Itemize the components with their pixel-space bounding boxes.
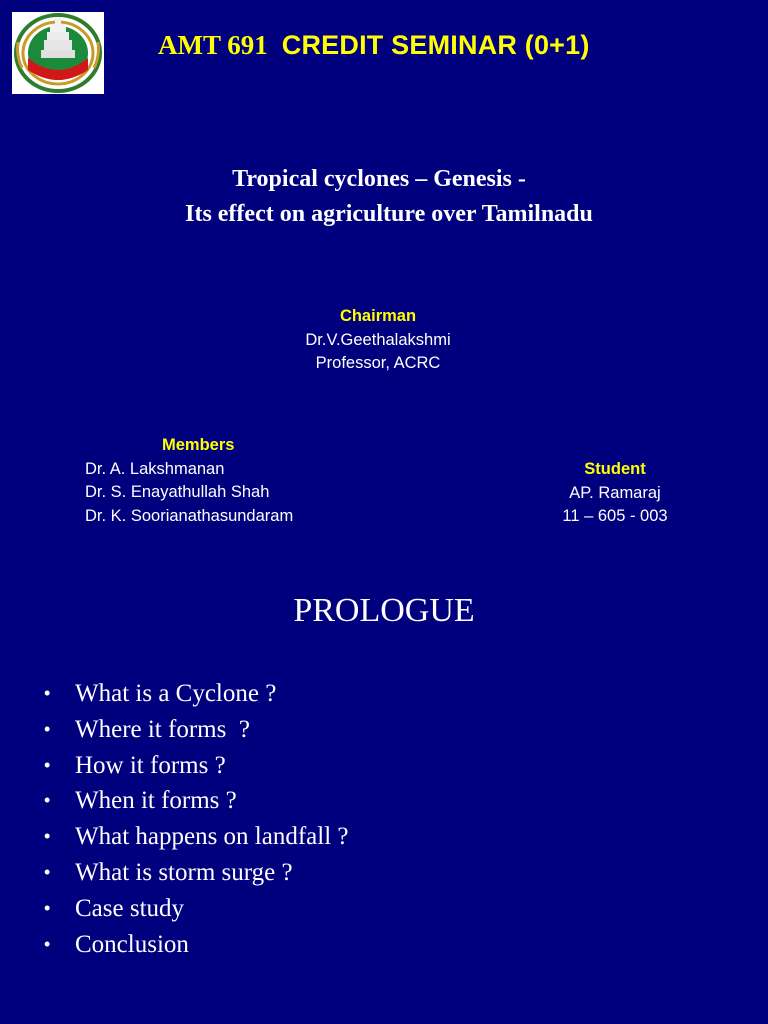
member-name: Dr. K. Soorianathasundaram xyxy=(85,506,294,525)
list-item xyxy=(44,712,349,748)
student-id: 11 – 605 - 003 xyxy=(562,507,668,525)
student-name: AP. Ramaraj xyxy=(569,483,661,502)
list-item xyxy=(44,748,349,784)
seminar-title-line-2: Its effect on agriculture over Tamilnadu xyxy=(185,201,593,227)
list-item-text: How it forms ? xyxy=(75,751,226,779)
list-item-text: What is storm surge ? xyxy=(75,858,293,886)
chairman-heading: Chairman xyxy=(339,307,417,325)
prologue-list xyxy=(44,676,349,962)
student-heading: Student xyxy=(584,460,646,478)
bullet-icon: • xyxy=(44,897,51,918)
course-title: CREDIT SEMINAR (0+1) xyxy=(281,30,590,60)
member-name: Dr. A. Lakshmanan xyxy=(85,459,225,478)
list-item xyxy=(44,891,349,927)
members-heading: Members xyxy=(162,436,235,454)
seminar-title-line-1: Tropical cyclones – Genesis - xyxy=(232,166,526,192)
prologue-heading: PROLOGUE xyxy=(293,592,475,629)
course-code: AMT 691 xyxy=(158,30,268,60)
seminar-title xyxy=(0,162,768,232)
bullet-icon: • xyxy=(44,790,51,811)
bullet-icon: • xyxy=(44,826,51,847)
bullet-icon: • xyxy=(44,933,51,954)
slide-header xyxy=(158,30,590,70)
list-item-text: Case study xyxy=(75,894,185,922)
bullet-icon: • xyxy=(44,861,51,882)
list-item-text: What happens on landfall ? xyxy=(75,823,349,851)
list-item xyxy=(44,855,349,891)
list-item-text: Conclusion xyxy=(75,930,189,958)
university-emblem-icon xyxy=(12,12,104,94)
bullet-icon: • xyxy=(44,718,51,739)
chairman-designation: Professor, ACRC xyxy=(315,354,441,372)
list-item xyxy=(44,927,349,963)
list-item xyxy=(44,819,349,855)
list-item-text: When it forms ? xyxy=(75,787,237,815)
bullet-icon: • xyxy=(44,754,51,775)
members-block xyxy=(85,434,293,528)
list-item xyxy=(44,676,349,712)
chairman-block xyxy=(0,305,756,376)
student-block xyxy=(540,458,690,529)
list-item-text: Where it forms ? xyxy=(75,715,250,743)
member-name: Dr. S. Enayathullah Shah xyxy=(85,483,270,501)
chairman-name: Dr.V.Geethalakshmi xyxy=(305,330,451,349)
list-item-text: What is a Cyclone ? xyxy=(75,680,277,707)
list-item xyxy=(44,783,349,819)
bullet-icon: • xyxy=(44,683,51,703)
